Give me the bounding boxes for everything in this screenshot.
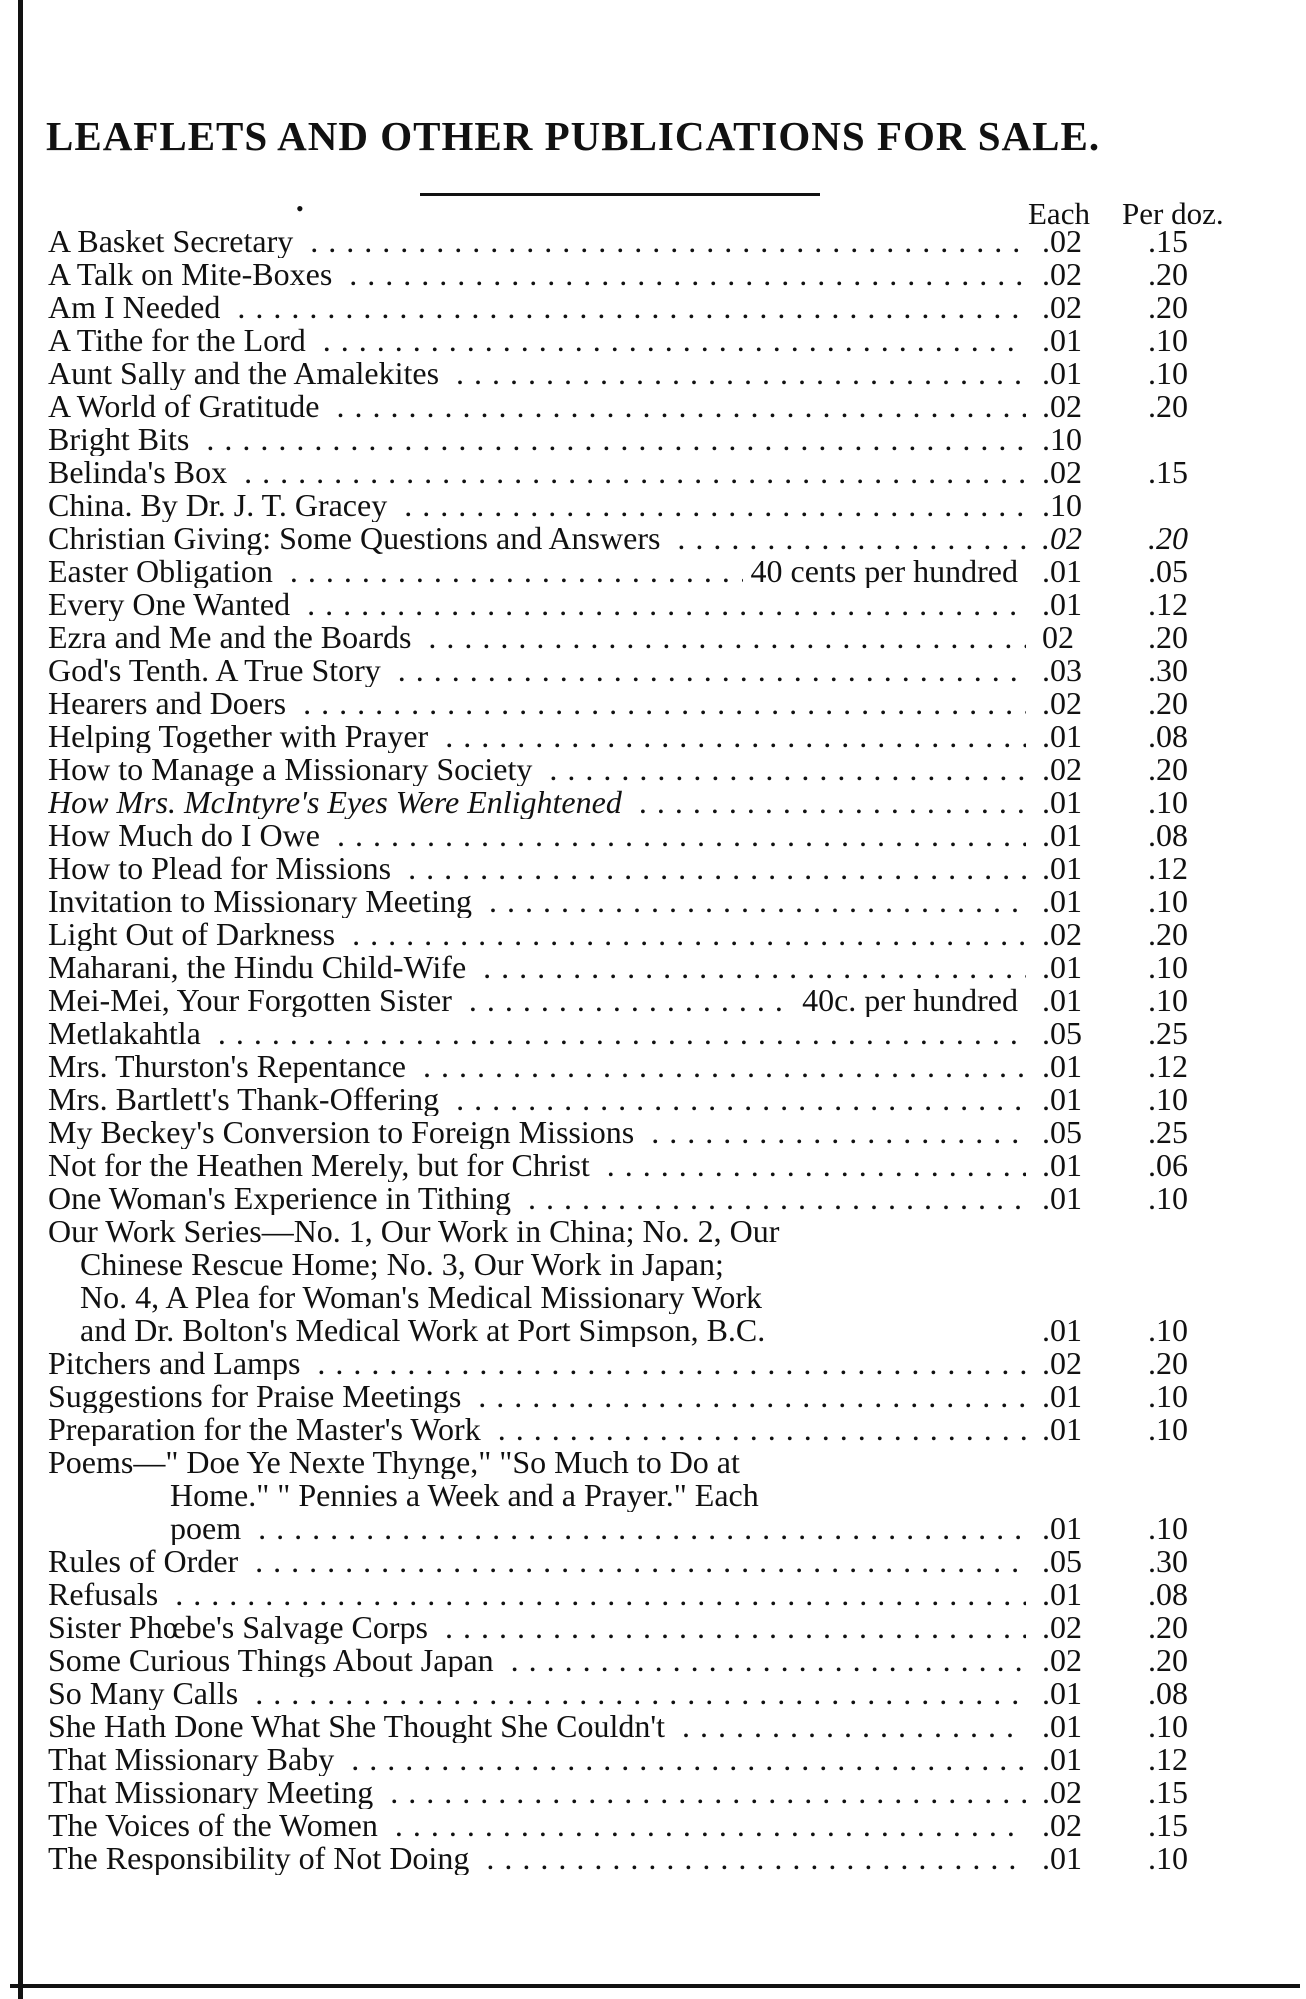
item-title: How to Plead for Missions — [48, 852, 399, 885]
bottom-rule — [10, 1984, 1300, 1988]
list-item — [0, 555, 1306, 588]
item-title: Easter Obligation — [48, 555, 281, 588]
price-per-doz: .20 — [1148, 1642, 1188, 1678]
item-title-cell — [48, 225, 1026, 258]
list-item — [0, 1479, 1306, 1512]
list-item — [0, 324, 1306, 357]
list-item — [0, 852, 1306, 885]
item-title: Not for the Heathen Merely, but for Christ — [48, 1149, 598, 1182]
list-item — [0, 1578, 1306, 1611]
item-title-cell — [48, 918, 1026, 951]
list-item — [0, 1050, 1306, 1083]
price-per-doz: .10 — [1148, 1180, 1188, 1216]
price-per-doz: .20 — [1148, 256, 1188, 292]
item-title-cell — [48, 852, 1026, 885]
item-title-cell — [48, 258, 1026, 291]
price-each: .01 — [1042, 718, 1082, 754]
item-title: The Voices of the Women — [48, 1809, 386, 1842]
item-title: and Dr. Bolton's Medical Work at Port Simpson, B.C. — [80, 1314, 773, 1347]
item-title-cell — [48, 786, 1026, 819]
price-each: .01 — [1042, 850, 1082, 886]
price-per-doz: .20 — [1148, 289, 1188, 325]
list-item — [0, 1512, 1306, 1545]
price-per-doz: .20 — [1148, 619, 1188, 655]
price-each: .02 — [1042, 1774, 1082, 1810]
list-item — [0, 1413, 1306, 1446]
item-title: China. By Dr. J. T. Gracey — [48, 489, 395, 522]
item-title: The Responsibility of Not Doing — [48, 1842, 477, 1875]
price-each: .01 — [1042, 1180, 1082, 1216]
price-each: .01 — [1042, 322, 1082, 358]
price-per-doz: .12 — [1148, 1741, 1188, 1777]
item-title-cell — [48, 984, 1026, 1017]
item-title-cell — [48, 1149, 1026, 1182]
price-per-doz: .10 — [1148, 1081, 1188, 1117]
item-title: No. 4, A Plea for Woman's Medical Missionary Work — [80, 1281, 770, 1314]
price-per-doz: .10 — [1148, 355, 1188, 391]
price-per-doz: .05 — [1148, 553, 1188, 589]
list-item — [0, 654, 1306, 687]
item-title: Maharani, the Hindu Child-Wife — [48, 951, 474, 984]
price-per-doz: .20 — [1148, 916, 1188, 952]
item-title: Suggestions for Praise Meetings — [48, 1380, 469, 1413]
list-item — [0, 1281, 1306, 1314]
price-per-doz: .15 — [1148, 1807, 1188, 1843]
item-title: Am I Needed — [48, 291, 228, 324]
list-item — [0, 621, 1306, 654]
item-title: Sister Phœbe's Salvage Corps — [48, 1611, 436, 1644]
price-each: .01 — [1042, 1840, 1082, 1876]
item-title: She Hath Done What She Thought She Couldn't — [48, 1710, 673, 1743]
item-title-cell — [48, 1545, 1026, 1578]
item-title-cell — [48, 1215, 1026, 1248]
price-per-doz: .08 — [1148, 718, 1188, 754]
item-title: God's Tenth. A True Story — [48, 654, 389, 687]
list-item — [0, 1545, 1306, 1578]
list-item — [0, 951, 1306, 984]
list-item — [0, 1677, 1306, 1710]
item-title: Our Work Series—No. 1, Our Work in China; No. 2, Our — [48, 1215, 787, 1248]
list-item — [0, 786, 1306, 819]
price-each: .01 — [1042, 553, 1082, 589]
item-title-cell — [80, 1314, 1026, 1347]
item-title-cell — [48, 423, 1026, 456]
price-each: .02 — [1042, 916, 1082, 952]
item-title: Preparation for the Master's Work — [48, 1413, 489, 1446]
item-title: Mrs. Bartlett's Thank-Offering — [48, 1083, 447, 1116]
list-item — [0, 984, 1306, 1017]
price-each: .01 — [1042, 1708, 1082, 1744]
list-item — [0, 885, 1306, 918]
item-title-cell — [48, 1776, 1026, 1809]
list-item — [0, 1182, 1306, 1215]
item-title: A Talk on Mite-Boxes — [48, 258, 340, 291]
item-title: My Beckey's Conversion to Foreign Missions — [48, 1116, 642, 1149]
item-title-cell — [48, 1017, 1026, 1050]
item-title: Mrs. Thurston's Repentance — [48, 1050, 414, 1083]
item-title: Light Out of Darkness — [48, 918, 343, 951]
item-title: Home." " Pennies a Week and a Prayer." Each — [170, 1479, 767, 1512]
price-each: .01 — [1042, 1576, 1082, 1612]
item-title-cell — [48, 1578, 1026, 1611]
price-per-doz: .20 — [1148, 520, 1188, 556]
item-title: Christian Giving: Some Questions and Answers — [48, 522, 668, 555]
item-title: Metlakahtla — [48, 1017, 209, 1050]
price-per-doz: .10 — [1148, 322, 1188, 358]
list-item — [0, 1644, 1306, 1677]
page-title: LEAFLETS AND OTHER PUBLICATIONS FOR SALE. — [46, 113, 1101, 159]
item-title-cell — [48, 819, 1026, 852]
price-per-doz: .30 — [1148, 652, 1188, 688]
bullet-mark: • — [296, 196, 304, 221]
list-item — [0, 357, 1306, 390]
item-title-cell — [48, 720, 1026, 753]
price-per-doz: .10 — [1148, 1411, 1188, 1447]
publication-list — [0, 225, 1306, 1875]
price-each: .01 — [1042, 817, 1082, 853]
item-title-cell — [48, 1611, 1026, 1644]
item-title: Some Curious Things About Japan — [48, 1644, 502, 1677]
price-per-doz: .25 — [1148, 1114, 1188, 1150]
price-per-doz: .08 — [1148, 1576, 1188, 1612]
price-each: .01 — [1042, 1312, 1082, 1348]
price-each: .01 — [1042, 982, 1082, 1018]
list-item — [0, 1611, 1306, 1644]
price-each: .01 — [1042, 1081, 1082, 1117]
price-per-doz: .15 — [1148, 223, 1188, 259]
price-per-doz: .15 — [1148, 1774, 1188, 1810]
price-each: .01 — [1042, 1510, 1082, 1546]
price-per-doz: .10 — [1148, 1510, 1188, 1546]
item-title-cell — [48, 357, 1026, 390]
list-item — [0, 1809, 1306, 1842]
price-each: .01 — [1042, 355, 1082, 391]
item-title: Mei-Mei, Your Forgotten Sister — [48, 984, 460, 1017]
price-each: .01 — [1042, 1378, 1082, 1414]
list-item — [0, 819, 1306, 852]
item-title: How Mrs. McIntyre's Eyes Were Enlightened — [48, 786, 630, 819]
price-each: .01 — [1042, 586, 1082, 622]
item-title: A World of Gratitude — [48, 390, 327, 423]
per-doz-column-header: Per doz. — [1122, 196, 1224, 231]
price-each: .02 — [1042, 289, 1082, 325]
price-per-doz: .12 — [1148, 850, 1188, 886]
item-title: Ezra and Me and the Boards — [48, 621, 419, 654]
price-each: .01 — [1042, 1147, 1082, 1183]
item-title-cell — [48, 687, 1026, 720]
item-title-cell — [80, 1281, 1026, 1314]
item-title: Refusals — [48, 1578, 166, 1611]
item-note: 40c. per hundred — [794, 984, 1018, 1017]
item-title-cell — [48, 885, 1026, 918]
list-item — [0, 1083, 1306, 1116]
item-title-cell — [48, 1446, 1026, 1479]
price-per-doz: .10 — [1148, 1708, 1188, 1744]
item-title: That Missionary Baby — [48, 1743, 342, 1776]
list-item — [0, 1380, 1306, 1413]
item-title-cell — [48, 489, 1026, 522]
price-each: .02 — [1042, 520, 1082, 556]
item-title-cell — [80, 1248, 1026, 1281]
item-title: Bright Bits — [48, 423, 197, 456]
list-item — [0, 1842, 1306, 1875]
price-per-doz: .20 — [1148, 1345, 1188, 1381]
list-item — [0, 291, 1306, 324]
price-each: .02 — [1042, 1807, 1082, 1843]
list-item — [0, 687, 1306, 720]
item-title: Every One Wanted — [48, 588, 298, 621]
item-title: Poems—" Doe Ye Nexte Thynge," "So Much to Do at — [48, 1446, 748, 1479]
price-each: .01 — [1042, 1675, 1082, 1711]
item-title: That Missionary Meeting — [48, 1776, 381, 1809]
price-per-doz: .10 — [1148, 982, 1188, 1018]
price-per-doz: .08 — [1148, 1675, 1188, 1711]
item-title-cell — [48, 1809, 1026, 1842]
each-column-header: Each — [1028, 196, 1090, 231]
price-each: .02 — [1042, 388, 1082, 424]
price-each: .05 — [1042, 1543, 1082, 1579]
item-title: poem — [170, 1512, 249, 1545]
item-title-cell — [48, 291, 1026, 324]
item-title-cell — [48, 1710, 1026, 1743]
list-item — [0, 1776, 1306, 1809]
price-per-doz: .06 — [1148, 1147, 1188, 1183]
item-title-cell — [48, 1083, 1026, 1116]
price-each: .02 — [1042, 685, 1082, 721]
price-each: .05 — [1042, 1015, 1082, 1051]
list-item — [0, 1215, 1306, 1248]
list-item — [0, 258, 1306, 291]
price-each: .01 — [1042, 1048, 1082, 1084]
item-title: Helping Together with Prayer — [48, 720, 436, 753]
item-title: Aunt Sally and the Amalekites — [48, 357, 447, 390]
price-per-doz: .10 — [1148, 1378, 1188, 1414]
list-item — [0, 588, 1306, 621]
list-item — [0, 918, 1306, 951]
item-title-cell — [48, 324, 1026, 357]
list-item — [0, 1017, 1306, 1050]
list-item — [0, 1149, 1306, 1182]
price-each: .02 — [1042, 223, 1082, 259]
price-per-doz: .10 — [1148, 784, 1188, 820]
list-item — [0, 1314, 1306, 1347]
list-item — [0, 1248, 1306, 1281]
price-each: 02 — [1042, 619, 1074, 655]
item-note: 40 cents per hundred — [743, 555, 1018, 588]
price-each: .01 — [1042, 1411, 1082, 1447]
price-per-doz: .25 — [1148, 1015, 1188, 1051]
item-title-cell — [170, 1479, 1026, 1512]
item-title: Hearers and Doers — [48, 687, 294, 720]
list-item — [0, 456, 1306, 489]
item-title-cell — [48, 951, 1026, 984]
price-per-doz: .12 — [1148, 586, 1188, 622]
list-item — [0, 225, 1306, 258]
list-item — [0, 1446, 1306, 1479]
price-each: .05 — [1042, 1114, 1082, 1150]
item-title-cell — [48, 621, 1026, 654]
item-title: Pitchers and Lamps — [48, 1347, 308, 1380]
price-per-doz: .15 — [1148, 454, 1188, 490]
item-title-cell — [48, 1116, 1026, 1149]
price-per-doz: .20 — [1148, 751, 1188, 787]
price-per-doz: .10 — [1148, 1840, 1188, 1876]
price-each: .02 — [1042, 1609, 1082, 1645]
list-item — [0, 1347, 1306, 1380]
item-title-cell — [48, 588, 1026, 621]
item-title-cell — [48, 555, 1026, 588]
item-title: Chinese Rescue Home; No. 3, Our Work in Japan; — [80, 1248, 732, 1281]
item-title: Belinda's Box — [48, 456, 235, 489]
list-item — [0, 489, 1306, 522]
item-title-cell — [48, 456, 1026, 489]
item-title-cell — [48, 753, 1026, 786]
price-each: .02 — [1042, 751, 1082, 787]
price-per-doz: .20 — [1148, 388, 1188, 424]
item-title: Invitation to Missionary Meeting — [48, 885, 480, 918]
price-each: .03 — [1042, 652, 1082, 688]
list-item — [0, 1710, 1306, 1743]
item-title-cell — [48, 390, 1026, 423]
item-title-cell — [48, 522, 1026, 555]
price-per-doz: .08 — [1148, 817, 1188, 853]
price-each: .01 — [1042, 949, 1082, 985]
price-per-doz: .20 — [1148, 1609, 1188, 1645]
item-title-cell — [48, 1413, 1026, 1446]
item-title: How to Manage a Missionary Society — [48, 753, 540, 786]
item-title: A Basket Secretary — [48, 225, 301, 258]
item-title: A Tithe for the Lord — [48, 324, 314, 357]
price-each: .02 — [1042, 454, 1082, 490]
item-title-cell — [170, 1512, 1026, 1545]
item-title: One Woman's Experience in Tithing — [48, 1182, 519, 1215]
list-item — [0, 753, 1306, 786]
price-per-doz: .10 — [1148, 949, 1188, 985]
price-per-doz: .30 — [1148, 1543, 1188, 1579]
price-per-doz: .10 — [1148, 1312, 1188, 1348]
item-title: Rules of Order — [48, 1545, 246, 1578]
price-each: .02 — [1042, 1345, 1082, 1381]
item-title: So Many Calls — [48, 1677, 246, 1710]
price-each: .01 — [1042, 784, 1082, 820]
item-title-cell — [48, 1677, 1026, 1710]
item-title-cell — [48, 1050, 1026, 1083]
price-per-doz: .12 — [1148, 1048, 1188, 1084]
list-item — [0, 1116, 1306, 1149]
item-title-cell — [48, 1842, 1026, 1875]
item-title-cell — [48, 1644, 1026, 1677]
price-per-doz: .10 — [1148, 883, 1188, 919]
price-each: .01 — [1042, 1741, 1082, 1777]
price-each: .02 — [1042, 1642, 1082, 1678]
list-item — [0, 1743, 1306, 1776]
item-title-cell — [48, 1182, 1026, 1215]
price-each: .01 — [1042, 883, 1082, 919]
item-title-cell — [48, 1347, 1026, 1380]
item-title-cell — [48, 1380, 1026, 1413]
list-item — [0, 522, 1306, 555]
item-title: How Much do I Owe — [48, 819, 328, 852]
item-title-cell — [48, 1743, 1026, 1776]
price-each: .10 — [1042, 487, 1082, 523]
price-each: .02 — [1042, 256, 1082, 292]
list-item — [0, 720, 1306, 753]
list-item — [0, 423, 1306, 456]
list-item — [0, 390, 1306, 423]
item-title-cell — [48, 654, 1026, 687]
price-per-doz: .20 — [1148, 685, 1188, 721]
price-each: .10 — [1042, 421, 1082, 457]
